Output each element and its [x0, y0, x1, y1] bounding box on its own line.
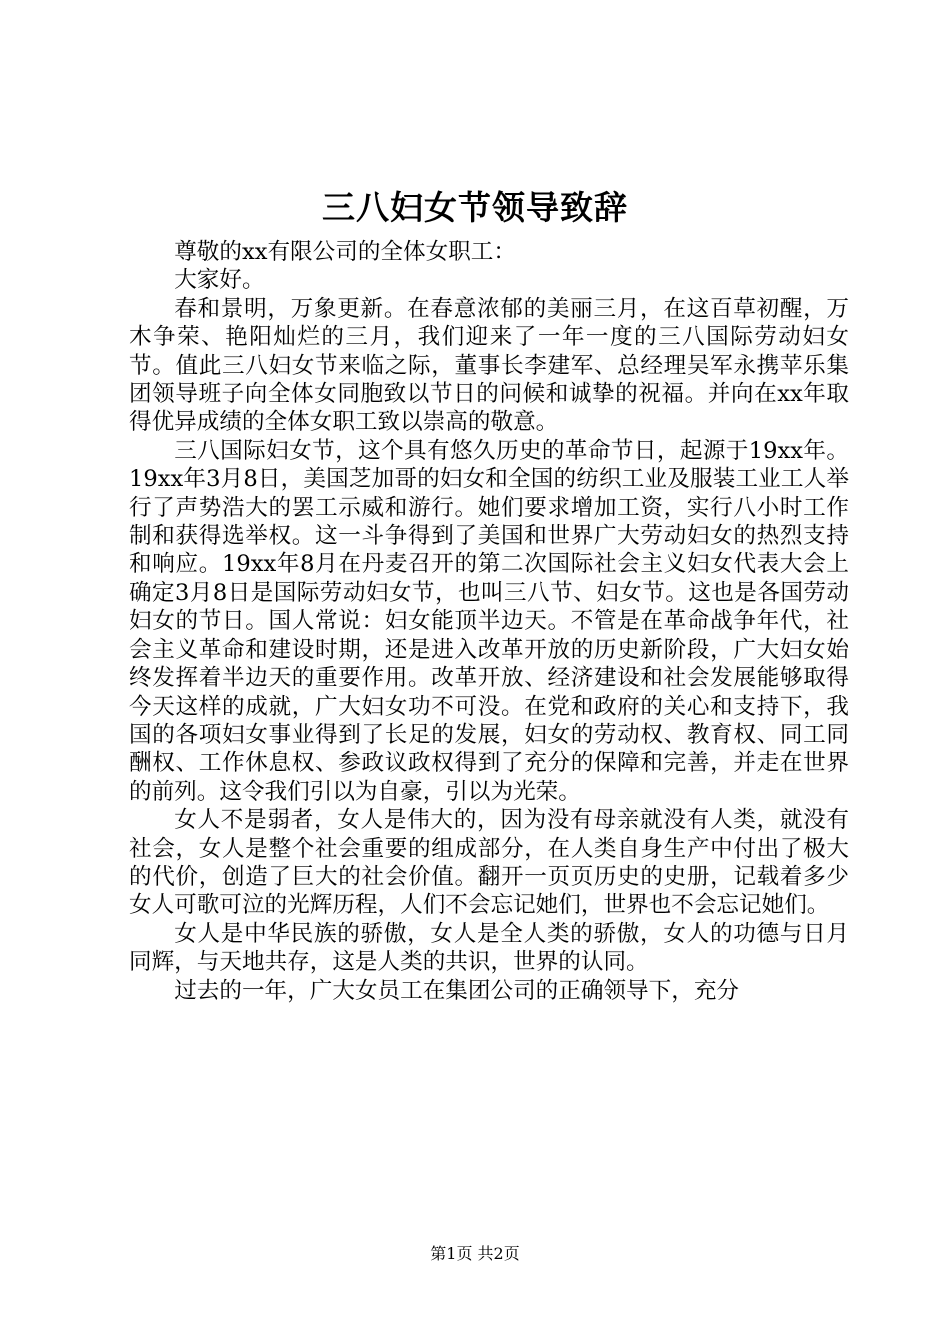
- salutation: 尊敬的xx有限公司的全体女职工：: [174, 239, 516, 265]
- page-footer: 第1页 共2页: [430, 1244, 520, 1263]
- paragraph: 女人是中华民族的骄傲，女人是全人类的骄傲，女人的功德与日月同辉，与天地共存，这是人类的共识，世界的认同。: [129, 920, 849, 976]
- document-title: 三八妇女节领导致辞: [322, 188, 628, 227]
- paragraph: 女人不是弱者，女人是伟大的，因为没有母亲就没有人类，就没有社会，女人是整个社会重要的组成部分，在人类自身生产中付出了极大的代价，创造了巨大的社会价值。翻开一页页历史的史册，记载着多少女人可歌可泣的光辉历程，人们不会忘记她们，世界也不会忘记她们。: [129, 807, 849, 919]
- paragraph: 春和景明，万象更新。在春意浓郁的美丽三月，在这百草初醒，万木争荣、艳阳灿烂的三月，我们迎来了一年一度的三八国际劳动妇女节。值此三八妇女节来临之际，董事长李建军、总经理吴军永携苹乐集团领导班子向全体女同胞致以节日的问候和诚挚的祝福。并向在xx年取得优异成绩的全体女职工致以崇高的敬意。: [129, 295, 849, 436]
- document-body: [129, 238, 849, 1005]
- greeting: 大家好。: [174, 267, 265, 294]
- paragraph: 三八国际妇女节，这个具有悠久历史的革命节日，起源于19xx年。19xx年3月8日，美国芝加哥的妇女和全国的纺织工业及服装工业工人举行了声势浩大的罢工示威和游行。她们要求增加工资，实行八小时工作制和获得选举权。这一斗争得到了美国和世界广大劳动妇女的热烈支持和响应。19xx年8月在丹麦召开的第二次国际社会主义妇女代表大会上确定3月8日是国际劳动妇女节，也叫三八节、妇女节。这也是各国劳动妇女的节日。国人常说：妇女能顶半边天。不管是在革命战争年代，社会主义革命和建设时期，还是进入改革开放的历史新阶段，广大妇女始终发挥着半边天的重要作用。改革开放、经济建设和社会发展能够取得今天这样的成就，广大妇女功不可没。在党和政府的关心和支持下，我国的各项妇女事业得到了长足的发展，妇女的劳动权、教育权、同工同酬权、工作休息权、参政议政权得到了充分的保障和完善，并走在世界的前列。这令我们引以为自豪，引以为光荣。: [129, 437, 849, 805]
- paragraph: 过去的一年，广大女员工在集团公司的正确领导下，充分: [174, 977, 740, 1004]
